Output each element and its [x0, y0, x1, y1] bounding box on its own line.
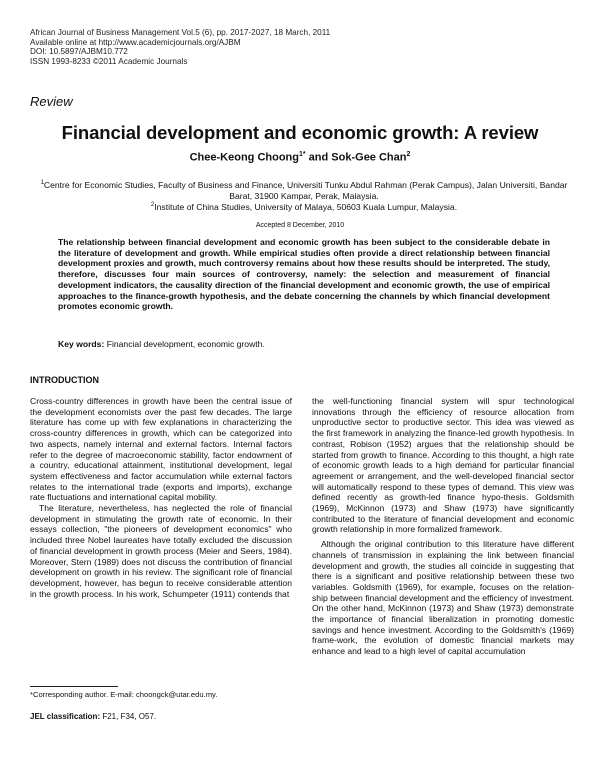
journal-citation: African Journal of Business Management Vol.5 (6), pp. 2017-2027, 18 March, 2011 — [30, 28, 331, 37]
journal-url: Available online at http://www.academicjournals.org/AJBM — [30, 37, 241, 47]
jel-classification — [30, 712, 156, 721]
corresponding-author-footnote: *Corresponding author. E-mail: choongck@utar.edu.my. — [30, 690, 218, 699]
affiliation-text: Centre for Economic Studies, Faculty of Business and Finance, Universiti Tunku Abdul Rahman (Perak Campus), Jalan Universiti, Bandar Barat, 31900 Kampar, Perak, Malaysia. — [43, 179, 568, 201]
doi: DOI: 10.5897/AJBM10.772 — [30, 47, 128, 57]
affiliation-1 — [40, 178, 568, 202]
keywords-text: Financial development, economic growth. — [104, 339, 265, 349]
right-column — [312, 396, 574, 657]
affiliation-2 — [40, 200, 568, 213]
author-name: Sok-Gee Chan — [331, 151, 407, 164]
paragraph: Although the original contribution to this literature have different channels of transmission in explaining the link between financial development and growth, the studies all coincide in suggesting that there is a significant and positive relationship between these two variables. Goldsmith (1969), for example, focuses on the relation-ship between financial development and the efficiency of investment. On the other hand, McKinnon (1973) and Shaw (1973) demonstrate the importance of financial liberalization in promoting domestic savings and hence investment. According to the Goldsmith's (1969) frame-work, the evolution of domestic financial markets may enhance and lead to a high level of capital accumulation — [312, 539, 574, 657]
paragraph: Cross-country differences in growth have been the central issue of the development economists over the past few decades. The large literature has come up with few explanations in characterizing the cross-country differences in growth, which can be categorized into two aspects, namely internal and external factors. Internal factors refer to the degree of macroeconomic stability, factor endowment of a country, educational attainment, institutional development, legal system effectiveness and factor accumulation while external factors relates to the international trade (exports and imports), exchange rate fluctuations and international capital mobility. — [30, 396, 292, 503]
keywords-label: Key words: — [58, 339, 105, 349]
issn: ISSN 1993-8233 ©2011 Academic Journals — [30, 56, 188, 66]
jel-label: JEL classification: — [30, 712, 101, 721]
author-superscript: 2 — [406, 151, 411, 158]
abstract: The relationship between financial development and economic growth has been subject to the considerable debate in the literature of development and growth. While empirical studies often provide a direct relationship between financial development proxies and growth, much controversy remains about how these results should be interpreted. The study, therefore, discusses four main sources of controversy, namely: the selection and measurement of financial development indicators, the causality direction of the financial development and economic growth, the use of empirical approaches to the finance-growth hypothesis, and the debate concerning the channels by which financial development promotes economic growth. — [58, 237, 550, 312]
paragraph: The literature, nevertheless, has neglected the role of financial development in stimulating the growth rate of economic. In their essays collection, "the pioneers of development economics" who included three Nobel laureates have totally excluded the discussion of financial development in growth process (Meier and Seers, 1984). Moreover, Stern (1989) does not discuss the contribution of financial development on growth in his review. The significant role of financial development, however, has begun to receive considerable attention in the growth process. In his work, Schumpeter (1911) contends that — [30, 503, 292, 599]
affiliation-text: Institute of China Studies, University of Malaya, 50603 Kuala Lumpur, Malaysia. — [154, 201, 458, 212]
author-connector: and — [305, 151, 332, 164]
journal-header — [30, 28, 330, 66]
jel-codes: F21, F34, O57. — [100, 712, 157, 721]
author-line — [0, 151, 600, 164]
footnote-divider — [30, 686, 118, 687]
keywords — [58, 339, 550, 349]
article-type: Review — [30, 94, 73, 109]
accepted-date: Accepted 8 December, 2010 — [255, 222, 345, 229]
author-superscript: 1* — [299, 151, 306, 158]
paragraph: the well-functioning financial system will spur technological innovations through the efficiency of resource allocation from unproductive sector to productive sector. This idea was viewed as the first framework in analyzing the finance-led growth hypothesis. In contrast, Robison (1952) argues that the relationship should be started from growth to finance. According to this thought, a high rate of economic growth leads to a high demand for particular financial agreement or arrangement, and the well-developed financial sector will automatically respond to these types of demand. This view was defined recently as growth-led finance hypo-thesis. Goldsmith (1969), McKinnon (1973) and Shaw (1973) have significantly contributed to the literature of financial development and economic growth relationship in more formalized framework. — [312, 396, 574, 535]
author-name: Chee-Keong Choong — [189, 151, 299, 164]
affiliation-superscript: 2 — [150, 202, 155, 208]
paper-title: Financial development and economic growth: A review — [61, 122, 539, 143]
section-heading: INTRODUCTION — [30, 375, 99, 385]
left-column — [30, 396, 292, 599]
affiliation-superscript: 1 — [40, 180, 44, 186]
